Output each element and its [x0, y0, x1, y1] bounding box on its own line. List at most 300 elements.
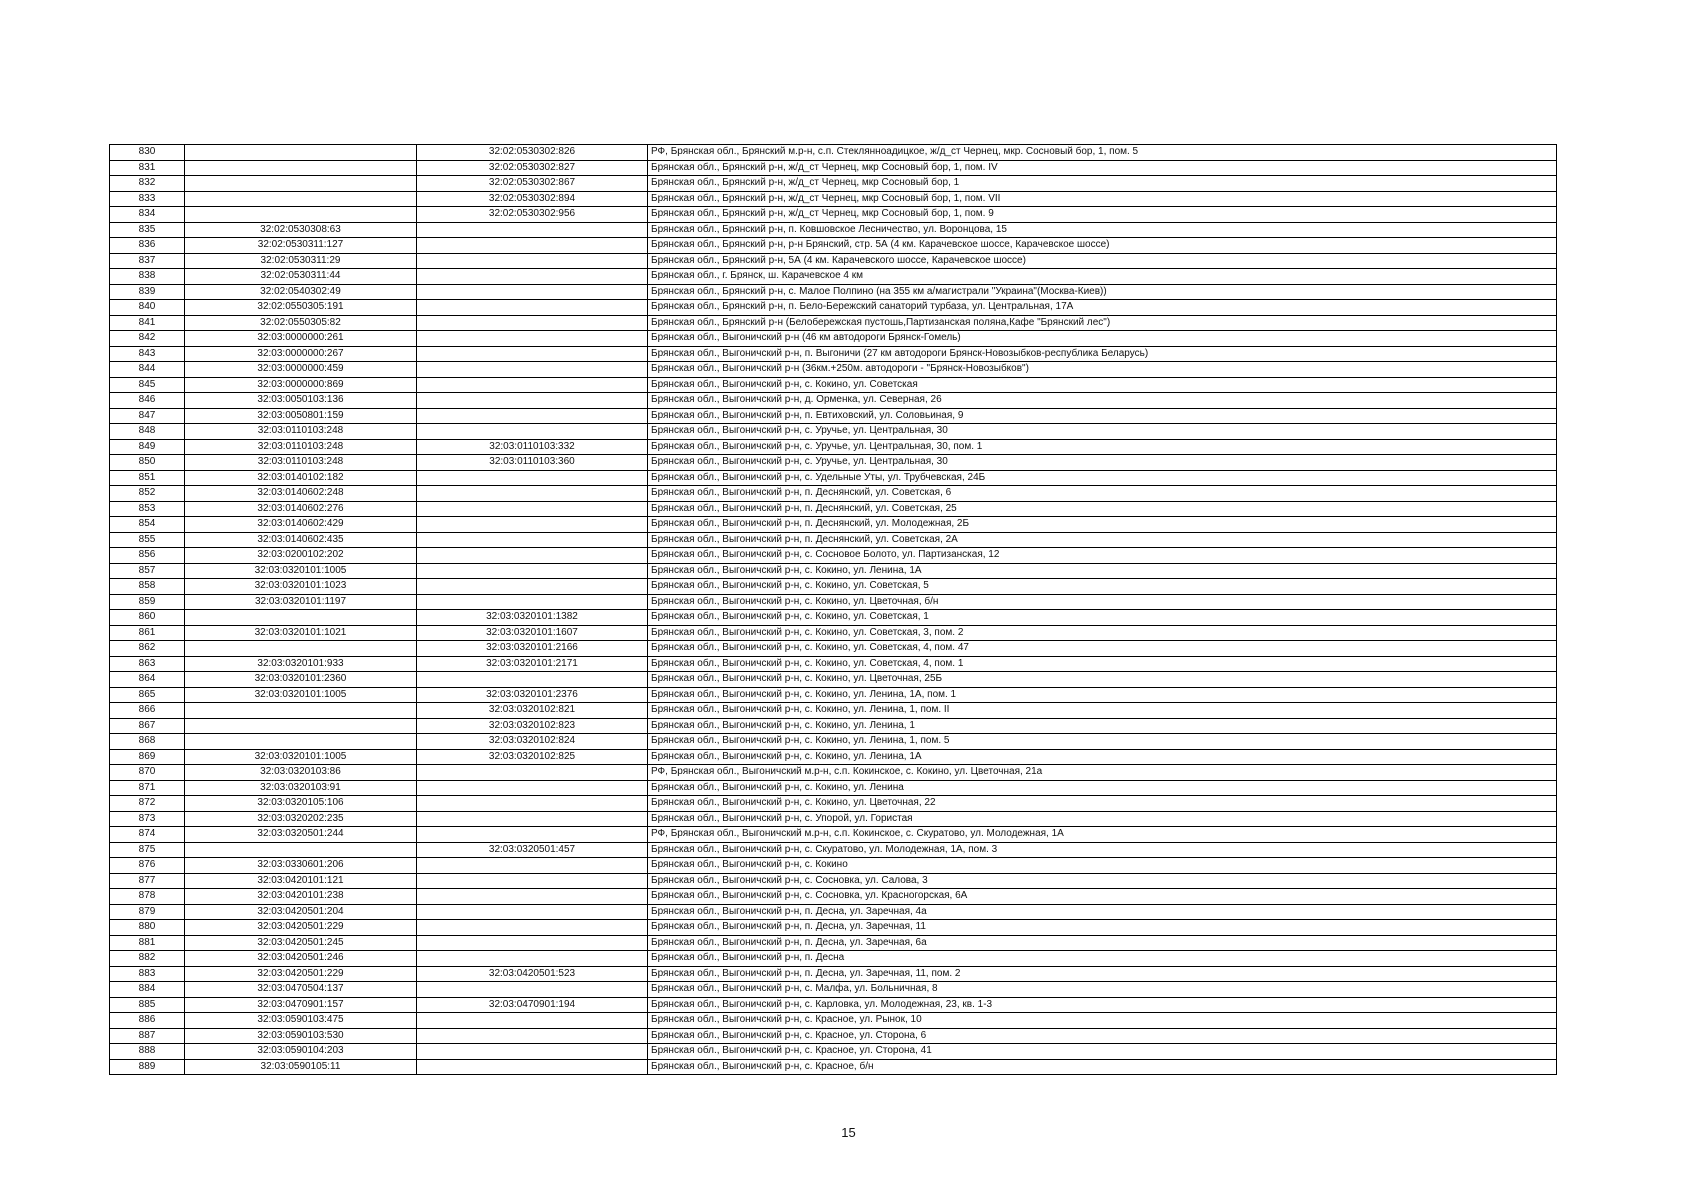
building-cadastral-number-cell [417, 253, 648, 269]
address-cell: Брянская обл., Выгоничский р-н, с. Кокино, ул. Советская, 4, пом. 1 [648, 656, 1557, 672]
row-number-cell: 881 [110, 935, 185, 951]
land-cadastral-number-cell: 32:02:0550305:191 [185, 300, 417, 316]
table-row [110, 1059, 1557, 1075]
building-cadastral-number-cell [417, 532, 648, 548]
address-cell: Брянская обл., Выгоничский р-н, с. Карловка, ул. Молодежная, 23, кв. 1-3 [648, 997, 1557, 1013]
building-cadastral-number-cell [417, 563, 648, 579]
land-cadastral-number-cell: 32:02:0530311:127 [185, 238, 417, 254]
table-row [110, 393, 1557, 409]
address-cell: Брянская обл., Выгоничский р-н, с. Красное, ул. Рынок, 10 [648, 1013, 1557, 1029]
address-cell: Брянская обл., Выгоничский р-н, п. Десна, ул. Заречная, 11, пом. 2 [648, 966, 1557, 982]
table-row [110, 873, 1557, 889]
table-row [110, 718, 1557, 734]
table-row [110, 362, 1557, 378]
land-cadastral-number-cell: 32:03:0320101:1023 [185, 579, 417, 595]
table-row [110, 672, 1557, 688]
address-cell: Брянская обл., Выгоничский р-н, с. Кокино, ул. Советская, 1 [648, 610, 1557, 626]
table-row [110, 408, 1557, 424]
building-cadastral-number-cell [417, 424, 648, 440]
land-cadastral-number-cell: 32:03:0320105:106 [185, 796, 417, 812]
land-cadastral-number-cell: 32:03:0320101:933 [185, 656, 417, 672]
row-number-cell: 855 [110, 532, 185, 548]
building-cadastral-number-cell [417, 346, 648, 362]
building-cadastral-number-cell [417, 1059, 648, 1075]
address-cell: Брянская обл., Выгоничский р-н, с. Кокино, ул. Ленина, 1А [648, 563, 1557, 579]
land-cadastral-number-cell: 32:03:0590103:475 [185, 1013, 417, 1029]
row-number-cell: 885 [110, 997, 185, 1013]
building-cadastral-number-cell: 32:03:0110103:332 [417, 439, 648, 455]
table-row [110, 315, 1557, 331]
building-cadastral-number-cell [417, 548, 648, 564]
land-cadastral-number-cell: 32:03:0000000:459 [185, 362, 417, 378]
row-number-cell: 849 [110, 439, 185, 455]
land-cadastral-number-cell: 32:02:0550305:82 [185, 315, 417, 331]
table-row [110, 486, 1557, 502]
address-cell: Брянская обл., Выгоничский р-н, с. Упорой, ул. Гористая [648, 811, 1557, 827]
table-row [110, 594, 1557, 610]
building-cadastral-number-cell: 32:03:0420501:523 [417, 966, 648, 982]
row-number-cell: 861 [110, 625, 185, 641]
land-cadastral-number-cell: 32:03:0420501:246 [185, 951, 417, 967]
address-cell: Брянская обл., Брянский р-н, п. Ковшовское Лесничество, ул. Воронцова, 15 [648, 222, 1557, 238]
address-cell: РФ, Брянская обл., Брянский м.р-н, с.п. Стеклянноадицкое, ж/д_ст Чернец, мкр. Сосновый бор, 1, пом. 5 [648, 145, 1557, 161]
land-cadastral-number-cell: 32:03:0000000:261 [185, 331, 417, 347]
address-cell: Брянская обл., Брянский р-н, п. Бело-Бережский санаторий турбаза, ул. Центральная, 17А [648, 300, 1557, 316]
address-cell: Брянская обл., Выгоничский р-н, п. Десна [648, 951, 1557, 967]
land-cadastral-number-cell: 32:03:0420101:238 [185, 889, 417, 905]
property-table [109, 144, 1557, 1075]
land-cadastral-number-cell: 32:03:0420501:204 [185, 904, 417, 920]
address-cell: Брянская обл., Выгоничский р-н, п. Выгоничи (27 км автодороги Брянск-Новозыбков-республика Беларусь) [648, 346, 1557, 362]
building-cadastral-number-cell [417, 331, 648, 347]
building-cadastral-number-cell: 32:03:0320101:2376 [417, 687, 648, 703]
row-number-cell: 833 [110, 191, 185, 207]
building-cadastral-number-cell [417, 300, 648, 316]
land-cadastral-number-cell: 32:03:0110103:248 [185, 424, 417, 440]
land-cadastral-number-cell: 32:03:0050103:136 [185, 393, 417, 409]
address-cell: Брянская обл., Выгоничский р-н, с. Удельные Уты, ул. Трубчевская, 24Б [648, 470, 1557, 486]
building-cadastral-number-cell [417, 470, 648, 486]
row-number-cell: 859 [110, 594, 185, 610]
table-row [110, 424, 1557, 440]
building-cadastral-number-cell [417, 486, 648, 502]
row-number-cell: 889 [110, 1059, 185, 1075]
land-cadastral-number-cell: 32:02:0540302:49 [185, 284, 417, 300]
land-cadastral-number-cell: 32:02:0530311:29 [185, 253, 417, 269]
table-row [110, 920, 1557, 936]
table-row [110, 827, 1557, 843]
row-number-cell: 841 [110, 315, 185, 331]
land-cadastral-number-cell: 32:03:0320101:1021 [185, 625, 417, 641]
address-cell: Брянская обл., Выгоничский р-н, с. Кокино, ул. Советская [648, 377, 1557, 393]
building-cadastral-number-cell [417, 811, 648, 827]
building-cadastral-number-cell [417, 904, 648, 920]
address-cell: РФ, Брянская обл., Выгоничский м.р-н, с.п. Кокинское, с. Кокино, ул. Цветочная, 21а [648, 765, 1557, 781]
table-row [110, 780, 1557, 796]
building-cadastral-number-cell [417, 269, 648, 285]
building-cadastral-number-cell [417, 935, 648, 951]
building-cadastral-number-cell: 32:03:0320102:821 [417, 703, 648, 719]
address-cell: Брянская обл., Выгоничский р-н, с. Уручье, ул. Центральная, 30 [648, 424, 1557, 440]
building-cadastral-number-cell [417, 284, 648, 300]
land-cadastral-number-cell: 32:03:0590105:11 [185, 1059, 417, 1075]
address-cell: Брянская обл., Выгоничский р-н, с. Сосновка, ул. Красногорская, 6А [648, 889, 1557, 905]
table-row [110, 656, 1557, 672]
table-row [110, 641, 1557, 657]
land-cadastral-number-cell: 32:03:0320501:244 [185, 827, 417, 843]
land-cadastral-number-cell [185, 641, 417, 657]
land-cadastral-number-cell: 32:03:0200102:202 [185, 548, 417, 564]
table-row [110, 1013, 1557, 1029]
row-number-cell: 874 [110, 827, 185, 843]
building-cadastral-number-cell [417, 951, 648, 967]
building-cadastral-number-cell: 32:03:0320101:1607 [417, 625, 648, 641]
land-cadastral-number-cell: 32:03:0140102:182 [185, 470, 417, 486]
row-number-cell: 872 [110, 796, 185, 812]
table-row [110, 300, 1557, 316]
table-row [110, 501, 1557, 517]
row-number-cell: 860 [110, 610, 185, 626]
land-cadastral-number-cell: 32:03:0320101:1005 [185, 749, 417, 765]
address-cell: Брянская обл., Выгоничский р-н (46 км автодороги Брянск-Гомель) [648, 331, 1557, 347]
address-cell: Брянская обл., Выгоничский р-н, с. Красное, б/н [648, 1059, 1557, 1075]
table-row [110, 160, 1557, 176]
table-row [110, 610, 1557, 626]
row-number-cell: 867 [110, 718, 185, 734]
table-row [110, 997, 1557, 1013]
row-number-cell: 875 [110, 842, 185, 858]
row-number-cell: 845 [110, 377, 185, 393]
table-row [110, 579, 1557, 595]
address-cell: Брянская обл., Выгоничский р-н, с. Кокино, ул. Ленина, 1, пом. 5 [648, 734, 1557, 750]
row-number-cell: 883 [110, 966, 185, 982]
row-number-cell: 840 [110, 300, 185, 316]
table-row [110, 966, 1557, 982]
building-cadastral-number-cell [417, 222, 648, 238]
building-cadastral-number-cell [417, 315, 648, 331]
address-cell: Брянская обл., Выгоничский р-н, п. Деснянский, ул. Молодежная, 2Б [648, 517, 1557, 533]
address-cell: Брянская обл., Брянский р-н, с. Малое Полпино (на 355 км а/магистрали "Украина"(Москва-Киев)) [648, 284, 1557, 300]
land-cadastral-number-cell: 32:03:0000000:267 [185, 346, 417, 362]
row-number-cell: 851 [110, 470, 185, 486]
row-number-cell: 846 [110, 393, 185, 409]
table-row [110, 1044, 1557, 1060]
building-cadastral-number-cell [417, 858, 648, 874]
table-row [110, 517, 1557, 533]
address-cell: Брянская обл., Брянский р-н, ж/д_ст Чернец, мкр Сосновый бор, 1, пом. VII [648, 191, 1557, 207]
address-cell: Брянская обл., г. Брянск, ш. Карачевское 4 км [648, 269, 1557, 285]
table-row [110, 982, 1557, 998]
land-cadastral-number-cell: 32:03:0320101:1197 [185, 594, 417, 610]
land-cadastral-number-cell [185, 207, 417, 223]
table-row [110, 935, 1557, 951]
building-cadastral-number-cell: 32:03:0320101:1382 [417, 610, 648, 626]
building-cadastral-number-cell [417, 408, 648, 424]
row-number-cell: 871 [110, 780, 185, 796]
row-number-cell: 876 [110, 858, 185, 874]
land-cadastral-number-cell: 32:03:0140602:248 [185, 486, 417, 502]
building-cadastral-number-cell [417, 920, 648, 936]
address-cell: Брянская обл., Выгоничский р-н, д. Орменка, ул. Северная, 26 [648, 393, 1557, 409]
land-cadastral-number-cell: 32:03:0320101:1005 [185, 687, 417, 703]
land-cadastral-number-cell: 32:02:0530308:63 [185, 222, 417, 238]
address-cell: Брянская обл., Брянский р-н, ж/д_ст Чернец, мкр Сосновый бор, 1, пом. 9 [648, 207, 1557, 223]
row-number-cell: 887 [110, 1028, 185, 1044]
building-cadastral-number-cell [417, 377, 648, 393]
land-cadastral-number-cell: 32:03:0050801:159 [185, 408, 417, 424]
row-number-cell: 831 [110, 160, 185, 176]
building-cadastral-number-cell: 32:02:0530302:867 [417, 176, 648, 192]
land-cadastral-number-cell: 32:03:0590104:203 [185, 1044, 417, 1060]
building-cadastral-number-cell: 32:02:0530302:826 [417, 145, 648, 161]
building-cadastral-number-cell: 32:03:0320501:457 [417, 842, 648, 858]
building-cadastral-number-cell: 32:03:0320102:824 [417, 734, 648, 750]
address-cell: Брянская обл., Выгоничский р-н, с. Кокино, ул. Советская, 4, пом. 47 [648, 641, 1557, 657]
address-cell: Брянская обл., Брянский р-н, ж/д_ст Чернец, мкр Сосновый бор, 1 [648, 176, 1557, 192]
building-cadastral-number-cell [417, 765, 648, 781]
building-cadastral-number-cell [417, 796, 648, 812]
land-cadastral-number-cell [185, 145, 417, 161]
address-cell: Брянская обл., Выгоничский р-н, с. Малфа, ул. Больничная, 8 [648, 982, 1557, 998]
page-number: 15 [841, 1125, 856, 1140]
building-cadastral-number-cell [417, 362, 648, 378]
row-number-cell: 835 [110, 222, 185, 238]
row-number-cell: 880 [110, 920, 185, 936]
building-cadastral-number-cell: 32:02:0530302:894 [417, 191, 648, 207]
row-number-cell: 866 [110, 703, 185, 719]
address-cell: Брянская обл., Выгоничский р-н, с. Кокино, ул. Ленина, 1, пом. II [648, 703, 1557, 719]
address-cell: Брянская обл., Выгоничский р-н, с. Кокино, ул. Советская, 3, пом. 2 [648, 625, 1557, 641]
land-cadastral-number-cell: 32:03:0470901:157 [185, 997, 417, 1013]
address-cell: Брянская обл., Выгоничский р-н, с. Кокино, ул. Цветочная, б/н [648, 594, 1557, 610]
row-number-cell: 868 [110, 734, 185, 750]
building-cadastral-number-cell [417, 238, 648, 254]
building-cadastral-number-cell: 32:03:0320101:2166 [417, 641, 648, 657]
row-number-cell: 838 [110, 269, 185, 285]
building-cadastral-number-cell [417, 594, 648, 610]
row-number-cell: 856 [110, 548, 185, 564]
row-number-cell: 850 [110, 455, 185, 471]
address-cell: Брянская обл., Выгоничский р-н, с. Кокино, ул. Ленина, 1А, пом. 1 [648, 687, 1557, 703]
address-cell: Брянская обл., Выгоничский р-н, с. Сосновое Болото, ул. Партизанская, 12 [648, 548, 1557, 564]
table-row [110, 222, 1557, 238]
table-row [110, 749, 1557, 765]
address-cell: Брянская обл., Выгоничский р-н, с. Сосновка, ул. Салова, 3 [648, 873, 1557, 889]
building-cadastral-number-cell [417, 393, 648, 409]
land-cadastral-number-cell: 32:03:0420101:121 [185, 873, 417, 889]
land-cadastral-number-cell: 32:03:0330601:206 [185, 858, 417, 874]
building-cadastral-number-cell [417, 672, 648, 688]
land-cadastral-number-cell: 32:03:0320101:2360 [185, 672, 417, 688]
land-cadastral-number-cell: 32:03:0590103:530 [185, 1028, 417, 1044]
land-cadastral-number-cell: 32:03:0110103:248 [185, 439, 417, 455]
row-number-cell: 852 [110, 486, 185, 502]
land-cadastral-number-cell: 32:03:0420501:229 [185, 966, 417, 982]
table-row [110, 563, 1557, 579]
table-row [110, 145, 1557, 161]
building-cadastral-number-cell: 32:03:0470901:194 [417, 997, 648, 1013]
row-number-cell: 844 [110, 362, 185, 378]
land-cadastral-number-cell [185, 160, 417, 176]
row-number-cell: 870 [110, 765, 185, 781]
row-number-cell: 877 [110, 873, 185, 889]
row-number-cell: 865 [110, 687, 185, 703]
address-cell: Брянская обл., Выгоничский р-н, п. Деснянский, ул. Советская, 2А [648, 532, 1557, 548]
building-cadastral-number-cell [417, 1028, 648, 1044]
table-row [110, 796, 1557, 812]
building-cadastral-number-cell [417, 780, 648, 796]
row-number-cell: 836 [110, 238, 185, 254]
row-number-cell: 858 [110, 579, 185, 595]
table-body [110, 145, 1557, 1075]
row-number-cell: 882 [110, 951, 185, 967]
land-cadastral-number-cell: 32:03:0420501:229 [185, 920, 417, 936]
row-number-cell: 832 [110, 176, 185, 192]
row-number-cell: 862 [110, 641, 185, 657]
row-number-cell: 873 [110, 811, 185, 827]
land-cadastral-number-cell: 32:03:0320103:86 [185, 765, 417, 781]
table-row [110, 548, 1557, 564]
row-number-cell: 854 [110, 517, 185, 533]
building-cadastral-number-cell [417, 1013, 648, 1029]
table-row [110, 284, 1557, 300]
address-cell: Брянская обл., Выгоничский р-н, п. Десна, ул. Заречная, 6а [648, 935, 1557, 951]
address-cell: Брянская обл., Выгоничский р-н, п. Деснянский, ул. Советская, 6 [648, 486, 1557, 502]
building-cadastral-number-cell [417, 501, 648, 517]
row-number-cell: 843 [110, 346, 185, 362]
table-row [110, 625, 1557, 641]
table-row [110, 331, 1557, 347]
building-cadastral-number-cell: 32:03:0320102:825 [417, 749, 648, 765]
land-cadastral-number-cell: 32:02:0530311:44 [185, 269, 417, 285]
land-cadastral-number-cell: 32:03:0110103:248 [185, 455, 417, 471]
table-row [110, 904, 1557, 920]
row-number-cell: 842 [110, 331, 185, 347]
row-number-cell: 884 [110, 982, 185, 998]
building-cadastral-number-cell [417, 982, 648, 998]
address-cell: Брянская обл., Выгоничский р-н (36км.+250м. автодороги - "Брянск-Новозыбков") [648, 362, 1557, 378]
building-cadastral-number-cell [417, 517, 648, 533]
table-row [110, 1028, 1557, 1044]
row-number-cell: 857 [110, 563, 185, 579]
address-cell: Брянская обл., Выгоничский р-н, с. Красное, ул. Сторона, 41 [648, 1044, 1557, 1060]
land-cadastral-number-cell [185, 703, 417, 719]
table-row [110, 532, 1557, 548]
address-cell: Брянская обл., Выгоничский р-н, с. Кокино, ул. Ленина, 1 [648, 718, 1557, 734]
building-cadastral-number-cell [417, 1044, 648, 1060]
table-row [110, 346, 1557, 362]
land-cadastral-number-cell: 32:03:0000000:869 [185, 377, 417, 393]
row-number-cell: 837 [110, 253, 185, 269]
table-row [110, 951, 1557, 967]
table-row [110, 470, 1557, 486]
land-cadastral-number-cell: 32:03:0320202:235 [185, 811, 417, 827]
address-cell: Брянская обл., Выгоничский р-н, п. Деснянский, ул. Советская, 25 [648, 501, 1557, 517]
table-row [110, 858, 1557, 874]
table-row [110, 269, 1557, 285]
address-cell: Брянская обл., Брянский р-н, р-н Брянский, стр. 5А (4 км. Карачевское шоссе, Карачевское шоссе) [648, 238, 1557, 254]
row-number-cell: 853 [110, 501, 185, 517]
address-cell: Брянская обл., Выгоничский р-н, с. Кокино, ул. Ленина, 1А [648, 749, 1557, 765]
land-cadastral-number-cell: 32:03:0420501:245 [185, 935, 417, 951]
table-row [110, 191, 1557, 207]
land-cadastral-number-cell [185, 191, 417, 207]
address-cell: Брянская обл., Выгоничский р-н, с. Кокино, ул. Цветочная, 25Б [648, 672, 1557, 688]
row-number-cell: 863 [110, 656, 185, 672]
address-cell: Брянская обл., Выгоничский р-н, с. Красное, ул. Сторона, 6 [648, 1028, 1557, 1044]
table-row [110, 207, 1557, 223]
building-cadastral-number-cell: 32:02:0530302:827 [417, 160, 648, 176]
table-row [110, 734, 1557, 750]
land-cadastral-number-cell: 32:03:0140602:276 [185, 501, 417, 517]
address-cell: Брянская обл., Выгоничский р-н, с. Уручье, ул. Центральная, 30 [648, 455, 1557, 471]
table-row [110, 238, 1557, 254]
building-cadastral-number-cell: 32:03:0320101:2171 [417, 656, 648, 672]
building-cadastral-number-cell [417, 827, 648, 843]
address-cell: Брянская обл., Выгоничский р-н, с. Уручье, ул. Центральная, 30, пом. 1 [648, 439, 1557, 455]
land-cadastral-number-cell [185, 176, 417, 192]
table-row [110, 439, 1557, 455]
building-cadastral-number-cell [417, 873, 648, 889]
row-number-cell: 830 [110, 145, 185, 161]
address-cell: Брянская обл., Выгоничский р-н, с. Кокино, ул. Цветочная, 22 [648, 796, 1557, 812]
row-number-cell: 834 [110, 207, 185, 223]
row-number-cell: 848 [110, 424, 185, 440]
land-cadastral-number-cell: 32:03:0140602:429 [185, 517, 417, 533]
row-number-cell: 869 [110, 749, 185, 765]
table-row [110, 253, 1557, 269]
land-cadastral-number-cell: 32:03:0320103:91 [185, 780, 417, 796]
table-row [110, 811, 1557, 827]
address-cell: Брянская обл., Брянский р-н (Белобережская пустошь,Партизанская поляна,Кафе "Брянский лес") [648, 315, 1557, 331]
land-cadastral-number-cell: 32:03:0140602:435 [185, 532, 417, 548]
address-cell: Брянская обл., Выгоничский р-н, п. Десна, ул. Заречная, 11 [648, 920, 1557, 936]
table-row [110, 687, 1557, 703]
row-number-cell: 878 [110, 889, 185, 905]
row-number-cell: 847 [110, 408, 185, 424]
table-row [110, 889, 1557, 905]
table-row [110, 765, 1557, 781]
table-row [110, 842, 1557, 858]
address-cell: РФ, Брянская обл., Выгоничский м.р-н, с.п. Кокинское, с. Скуратово, ул. Молодежная, 1А [648, 827, 1557, 843]
table-row [110, 703, 1557, 719]
table-row [110, 176, 1557, 192]
address-cell: Брянская обл., Выгоничский р-н, с. Кокино [648, 858, 1557, 874]
building-cadastral-number-cell [417, 579, 648, 595]
table-row [110, 455, 1557, 471]
land-cadastral-number-cell: 32:03:0470504:137 [185, 982, 417, 998]
row-number-cell: 839 [110, 284, 185, 300]
address-cell: Брянская обл., Выгоничский р-н, п. Евтиховский, ул. Соловьиная, 9 [648, 408, 1557, 424]
table-row [110, 377, 1557, 393]
address-cell: Брянская обл., Брянский р-н, 5А (4 км. Карачевского шоссе, Карачевское шоссе) [648, 253, 1557, 269]
land-cadastral-number-cell [185, 718, 417, 734]
row-number-cell: 879 [110, 904, 185, 920]
address-cell: Брянская обл., Выгоничский р-н, с. Кокино, ул. Советская, 5 [648, 579, 1557, 595]
land-cadastral-number-cell: 32:03:0320101:1005 [185, 563, 417, 579]
land-cadastral-number-cell [185, 842, 417, 858]
address-cell: Брянская обл., Выгоничский р-н, с. Кокино, ул. Ленина [648, 780, 1557, 796]
row-number-cell: 864 [110, 672, 185, 688]
address-cell: Брянская обл., Брянский р-н, ж/д_ст Чернец, мкр Сосновый бор, 1, пом. IV [648, 160, 1557, 176]
address-cell: Брянская обл., Выгоничский р-н, с. Скуратово, ул. Молодежная, 1А, пом. 3 [648, 842, 1557, 858]
building-cadastral-number-cell: 32:03:0110103:360 [417, 455, 648, 471]
row-number-cell: 886 [110, 1013, 185, 1029]
row-number-cell: 888 [110, 1044, 185, 1060]
land-cadastral-number-cell [185, 734, 417, 750]
building-cadastral-number-cell: 32:03:0320102:823 [417, 718, 648, 734]
building-cadastral-number-cell [417, 889, 648, 905]
